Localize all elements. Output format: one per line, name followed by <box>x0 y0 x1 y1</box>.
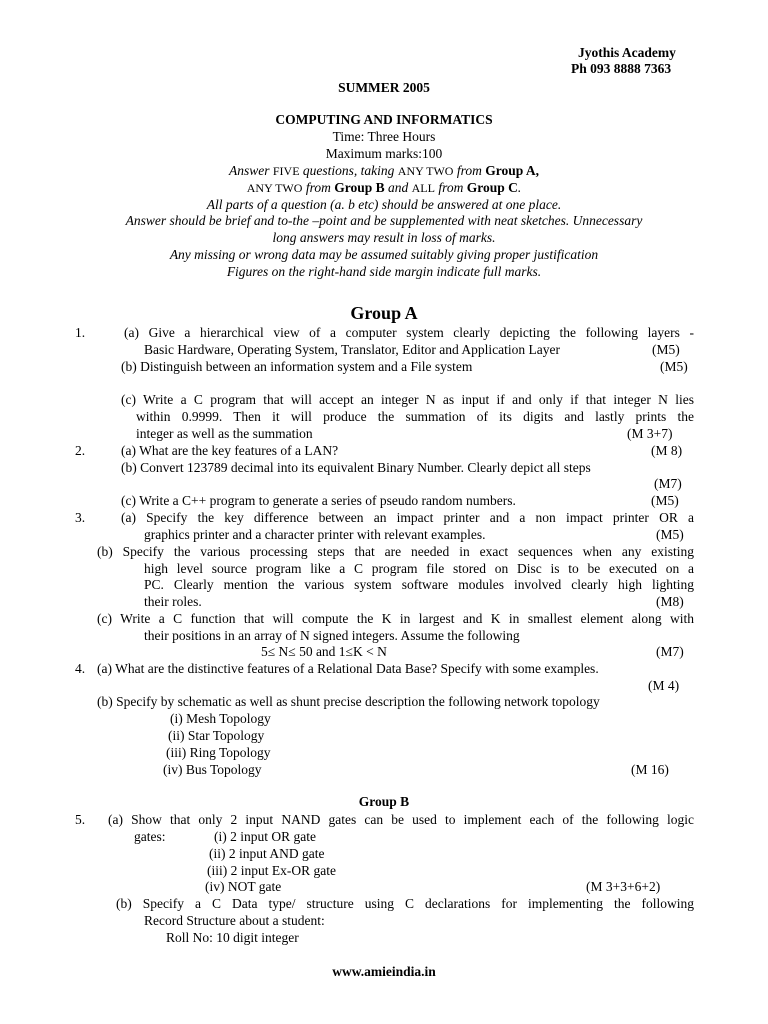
instruction-line-5: long answers may result in loss of marks. <box>272 230 496 245</box>
q3-number: 3. <box>75 510 86 525</box>
q4-a-marks: (M 4) <box>648 678 680 693</box>
instruction-line-7: Figures on the right-hand side margin indicate full marks. <box>226 264 542 279</box>
q5-a-item-ii: (ii) 2 input AND gate <box>209 846 325 861</box>
q1-a-line-2: Basic Hardware, Operating System, Translator, Editor and Application Layer <box>144 342 560 357</box>
group-b-title: Group B <box>358 794 410 809</box>
q1-b-marks: (M5) <box>660 359 688 374</box>
q3-a-line-1: (a) Specify the key difference between an impact printer and a non impact printer OR a <box>121 510 694 525</box>
group-a-title: Group A <box>350 303 418 323</box>
q1-c-line-2: within 0.9999. Then it will produce the summation of its digits and lastly prints the <box>136 409 694 424</box>
q2-b: (b) Convert 123789 decimal into its equivalent Binary Number. Clearly depict all steps <box>121 460 591 475</box>
q4-b-item-iv: (iv) Bus Topology <box>163 762 262 777</box>
instruction-line-1: Answer FIVE questions, taking ANY TWO from Group A, <box>228 163 539 178</box>
q2-c: (c) Write a C++ program to generate a series of pseudo random numbers. <box>121 493 516 508</box>
q3-c-marks: (M7) <box>656 644 684 659</box>
q4-number: 4. <box>75 661 86 676</box>
q3-b-marks: (M8) <box>656 594 684 609</box>
instruction-line-3: All parts of a question (a. b etc) should be answered at one place. <box>206 197 562 212</box>
q3-b-line-3: PC. Clearly mention the various system software modules involved clearly high lighting <box>144 577 694 592</box>
q2-a-marks: (M 8) <box>651 443 683 458</box>
q5-a-item-i: (i) 2 input OR gate <box>214 829 316 844</box>
q3-b-line-2: high level source program like a C program file stored on Disc is to be executed on a <box>144 561 694 576</box>
q1-a-marks: (M5) <box>652 342 680 357</box>
q5-a-item-iv: (iv) NOT gate <box>205 879 282 894</box>
q1-a-line-1: (a) Give a hierarchical view of a computer system clearly depicting the following layers - <box>124 325 694 340</box>
q3-c-line-2: their positions in an array of N signed integers. Assume the following <box>144 628 520 643</box>
academy-phone: Ph 093 8888 7363 <box>571 61 672 76</box>
q3-c-line-1: (c) Write a C function that will compute the K in largest and K in smallest element along with <box>97 611 694 626</box>
q4-b-marks: (M 16) <box>631 762 669 777</box>
q5-a-line-2: gates: <box>134 829 166 844</box>
q2-a: (a) What are the key features of a LAN? <box>121 443 339 458</box>
q5-b-line-3: Roll No: 10 digit integer <box>166 930 299 945</box>
instruction-line-6: Any missing or wrong data may be assumed suitably giving proper justification <box>169 247 599 262</box>
q5-b-line-2: Record Structure about a student: <box>144 913 325 928</box>
exam-marks: Maximum marks:100 <box>325 146 443 161</box>
academy-name: Jyothis Academy <box>578 45 676 60</box>
exam-subject: COMPUTING AND INFORMATICS <box>275 112 493 127</box>
q1-b: (b) Distinguish between an information system and a File system <box>121 359 473 374</box>
q1-c-line-1: (c) Write a C program that will accept an integer N as input if and only if that integer N lies <box>121 392 694 407</box>
q2-number: 2. <box>75 443 86 458</box>
q2-c-marks: (M5) <box>651 493 679 508</box>
q5-a-marks: (M 3+3+6+2) <box>586 879 661 894</box>
q2-b-marks: (M7) <box>654 476 682 491</box>
q5-a-line-1: (a) Show that only 2 input NAND gates can be used to implement each of the following logic <box>108 812 694 827</box>
q1-c-line-3: integer as well as the summation <box>136 426 313 441</box>
q3-b-line-4: their roles. <box>144 594 202 609</box>
q1-number: 1. <box>75 325 86 340</box>
q1-c-marks: (M 3+7) <box>627 426 673 441</box>
instruction-line-4: Answer should be brief and to-the –point and be supplemented with neat sketches. Unnecessary <box>125 213 643 228</box>
q4-a: (a) What are the distinctive features of a Relational Data Base? Specify with some examples. <box>97 661 599 676</box>
footer-url[interactable]: www.amieindia.in <box>332 964 436 979</box>
exam-session: SUMMER 2005 <box>338 80 430 95</box>
q3-a-marks: (M5) <box>656 527 684 542</box>
q4-b-item-iii: (iii) Ring Topology <box>166 745 271 760</box>
q5-number: 5. <box>75 812 86 827</box>
instruction-line-2: ANY TWO from Group B and ALL from Group C. <box>246 180 522 195</box>
q3-b-line-1: (b) Specify the various processing steps that are needed in exact sequences when any existing <box>97 544 694 559</box>
exam-time: Time: Three Hours <box>332 129 436 144</box>
q4-b-item-i: (i) Mesh Topology <box>170 711 271 726</box>
q4-b: (b) Specify by schematic as well as shunt precise description the following network topology <box>97 694 600 709</box>
q3-c-line-3: 5≤ N≤ 50 and 1≤K < N <box>261 644 387 659</box>
q3-a-line-2: graphics printer and a character printer with relevant examples. <box>144 527 486 542</box>
q4-b-item-ii: (ii) Star Topology <box>168 728 265 743</box>
q5-a-item-iii: (iii) 2 input Ex-OR gate <box>207 863 336 878</box>
q5-b-line-1: (b) Specify a C Data type/ structure using C declarations for implementing the following <box>116 896 694 911</box>
